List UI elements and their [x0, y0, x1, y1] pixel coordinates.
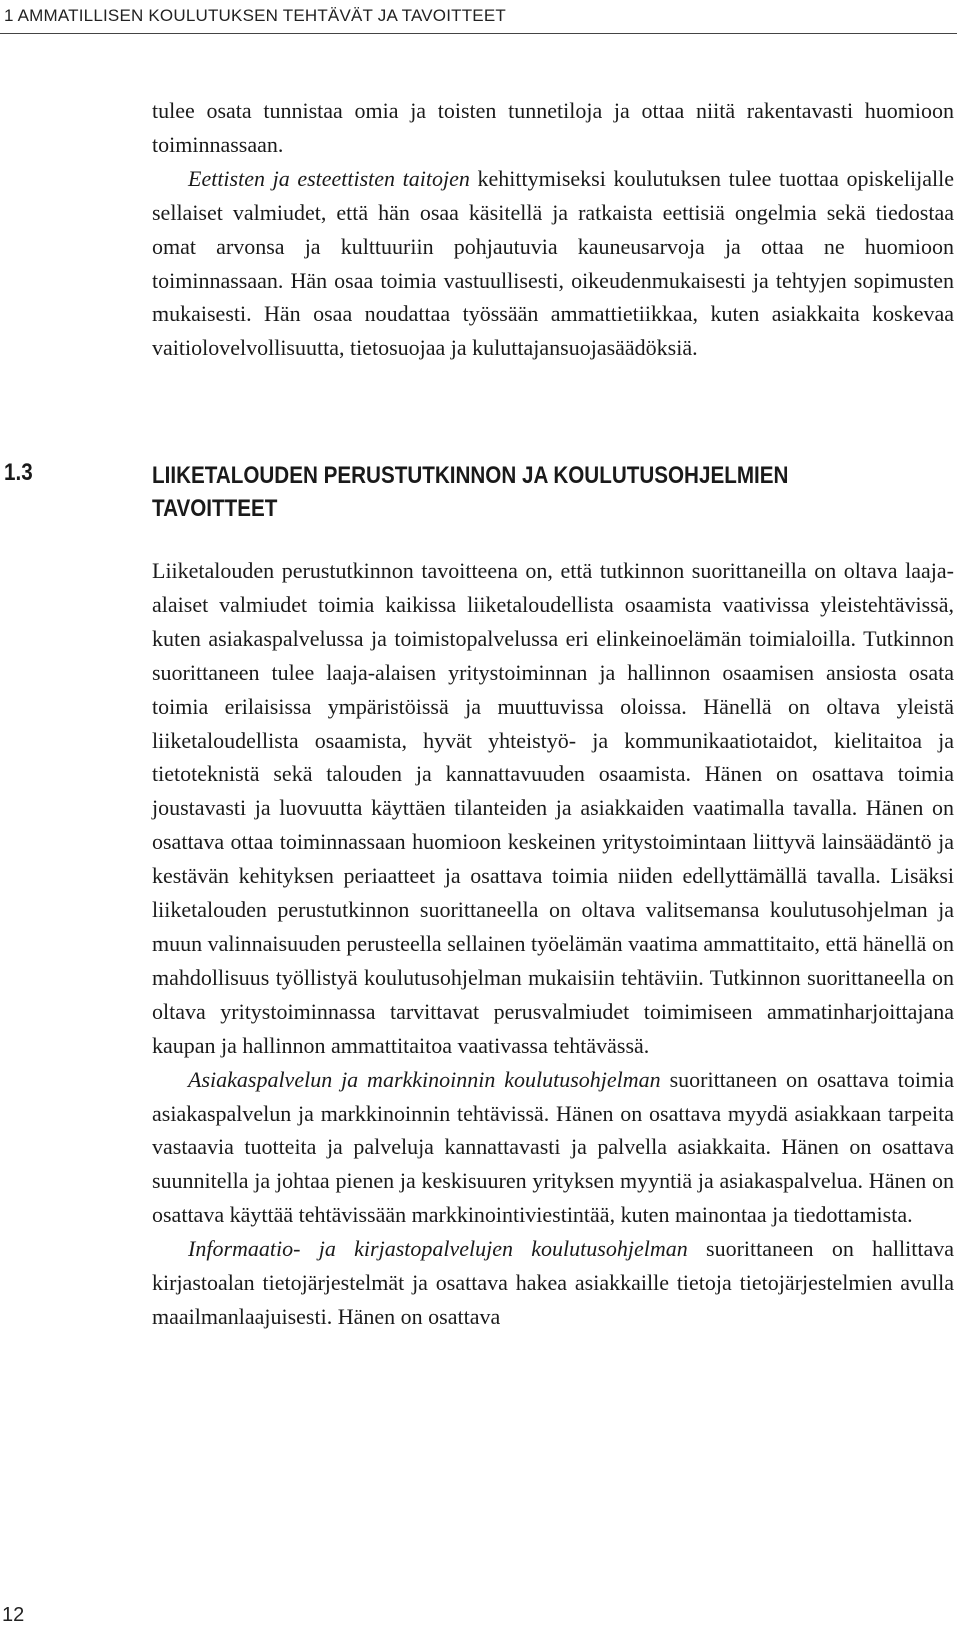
- paragraph-ethical-skills: [152, 162, 954, 365]
- page-number: 12: [2, 1604, 25, 1626]
- text-block-section: [152, 554, 954, 1334]
- section-number: 1.3: [4, 459, 33, 486]
- header-rule: [0, 33, 957, 34]
- paragraph-customer-service-text: suorittaneen on osattava toimia asiakaspalvelun ja markkinoinnin tehtävissä. Hänen on osattava myydä asiakkaan tarpeita vastaavia tuotteita ja palveluja kannattavasti ja palvella asiakkaita. Hänen on osattava suunnitella ja johtaa pienen ja keskisuuren yrityksen myyntiä ja asiakaspalvelua. Hänen on osattava käyttää tehtävissään markkinointiviestintää, kuten mainontaa ja tiedottamista.: [152, 1066, 954, 1228]
- running-header: 1 AMMATILLISEN KOULUTUKSEN TEHTÄVÄT JA TAVOITTEET: [4, 6, 506, 25]
- term-ethical-skills: Eettisten ja esteettisten taitojen: [188, 165, 470, 191]
- text-block-intro: [152, 94, 954, 365]
- paragraph-emotional-skills: tulee osata tunnistaa omia ja toisten tunnetiloja ja ottaa niitä rakentavasti huomioon toiminnassaan.: [152, 98, 954, 157]
- section-heading: LIIKETALOUDEN PERUSTUTKINNON JA KOULUTUSOHJELMIEN TAVOITTEET: [152, 462, 789, 522]
- paragraph-ethical-skills-text: kehittymiseksi koulutuksen tulee tuottaa opiskelijalle sellaiset valmiudet, että hän osaa käsitellä ja ratkaista eettisiä ongelmia sekä tiedostaa omat arvonsa ja kulttuuriin pohjautuvia kauneusarvoja ja ottaa ne huomioon toiminnassaan. Hän osaa toimia vastuullisesti, oikeudenmukaisesti ja tehtyjen sopimusten mukaisesti. Hän osaa noudattaa työssään ammattietiikkaa, kuten asiakkaita koskevaa vaitiolovelvollisuutta, tietosuojaa ja kuluttajansuojasäädöksiä.: [152, 165, 954, 361]
- paragraph-library-programme: [152, 1232, 954, 1334]
- term-library-programme: Informaatio- ja kirjastopalvelujen koulutusohjelman: [188, 1236, 688, 1262]
- paragraph-degree-goals: Liiketalouden perustutkinnon tavoitteena on, että tutkinnon suorittaneilla on oltava laaja-alaiset valmiudet toimia kaikissa liiketaloudellista osaamista vaativissa yleistehtävissä, kuten asiakaspalvelussa ja toimistopalvelussa eri elinkeinoelämän toimialoilla. Tutkinnon suorittaneen tulee laaja-alaisen yritystoiminnan ja hallinnon osaamisen ansiosta osata toimia erilaisissa ympäristöissä ja muuttuvissa oloissa. Hänellä on oltava yleistä liiketaloudellista osaamista, hyvät yhteistyö- ja kommunikaatiotaidot, kielitaitoa ja tietoteknistä sekä talouden ja kannattavuuden osaamista. Hänen on osattava toimia joustavasti ja luovuutta käyttäen tilanteiden ja asiakkaiden vaatimalla tavalla. Hänen on osattava ottaa toiminnassaan huomioon keskeinen yritystoimintaan liittyvä lainsäädäntö ja kestävän kehityksen periaatteet ja osattava toimia niiden edellyttämällä tavalla. Lisäksi liiketalouden perustutkinnon suorittaneella on oltava valitsemansa koulutusohjelman ja muun valinnaisuuden perusteella sellainen työelämän vaatima ammattitaito, että hänellä on mahdollisuus työllistyä koulutusohjelman mukaisiin tehtäviin. Tutkinnon suorittaneella on oltava yritystoiminnassa tarvittavat perusvalmiudet toimimiseen ammatinharjoittajana kaupan ja hallinnon ammattitaitoa vaativassa tehtävässä.: [152, 558, 954, 1058]
- term-customer-service-programme: Asiakaspalvelun ja markkinoinnin koulutusohjelman: [188, 1066, 661, 1092]
- paragraph-customer-service-programme: [152, 1063, 954, 1233]
- paragraph-library-text: suorittaneen on hallittava kirjastoalan tietojärjestelmät ja osattava hakea asiakkaille tietoja tietojärjestelmien avulla maailmanlaajuisesti. Hänen on osattava: [152, 1236, 954, 1329]
